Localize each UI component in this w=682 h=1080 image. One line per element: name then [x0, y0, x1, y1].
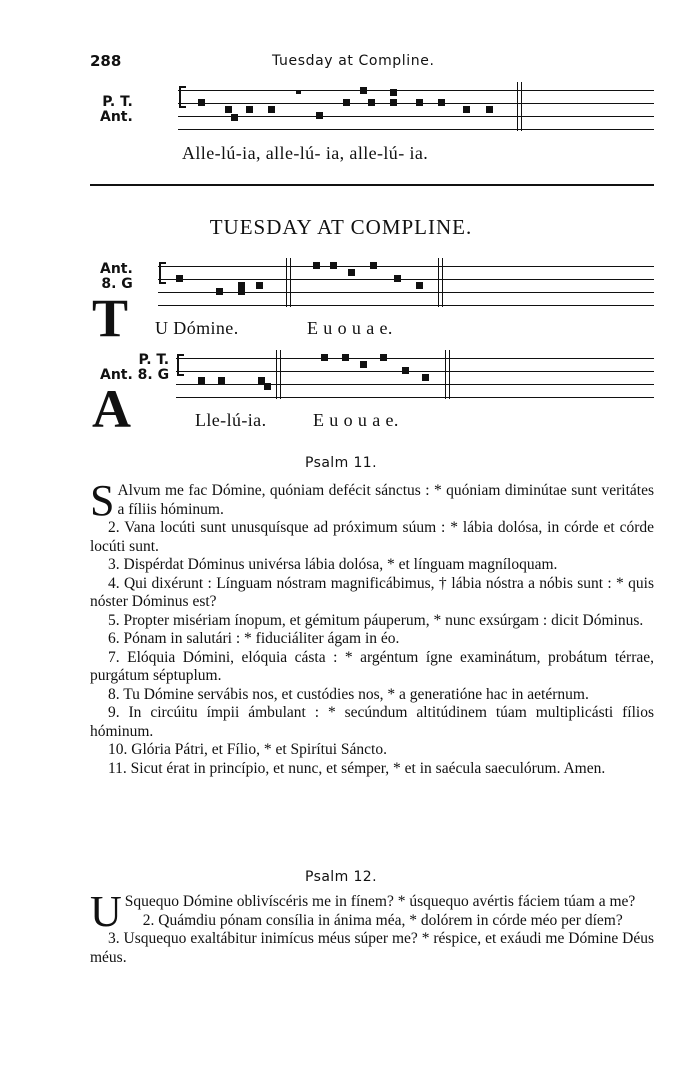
page-number: 288	[90, 52, 122, 70]
psalm-11-title: Psalm 11.	[305, 455, 377, 471]
psalm-11-initial: S	[90, 476, 115, 525]
music-staff-antiphon	[158, 258, 654, 308]
pt8-label-line1: P. T.	[138, 352, 170, 368]
drop-cap-t: T	[92, 288, 129, 348]
antiphon-label-line2: 8. G	[101, 276, 133, 292]
psalm-12-initial: U	[90, 887, 122, 936]
psalm-11-verse: 2. Vana locúti sunt unusquísque ad próximum súum : * lábia dolósa, in córde et córde locúti sunt.	[90, 519, 654, 555]
psalm-11-verse: 5. Propter misériam ínopum, et gémitum páuperum, * nunc exsúrgam : dicit Dóminus.	[108, 611, 644, 629]
psalm-12-verse: 2. Quámdiu pónam consília in ánima méa, * dolórem in córde méo per díem?	[142, 911, 623, 929]
c-clef-icon	[177, 354, 184, 376]
section-divider	[90, 184, 654, 186]
running-title: Tuesday at Compline.	[272, 53, 435, 69]
psalm-12-text	[90, 887, 654, 967]
section-title: TUESDAY AT COMPLINE.	[209, 215, 473, 239]
music-staff-pt-antiphon	[178, 82, 654, 132]
psalm-12-verse: 3. Usquequo exaltábitur inimícus méus súper me? * réspice, et exáudi me Dómine Déus méus.	[90, 930, 654, 966]
c-clef-icon	[179, 86, 186, 108]
psalm-11-verse: 4. Qui dixérunt : Línguam nóstram magnificábimus, † lábia nóstra a nóbis sunt : * quis nóster Dóminus est?	[90, 574, 654, 610]
pt-antiphon8-euouae: E u o u a e.	[313, 410, 399, 430]
antiphon-label-line1: Ant.	[100, 261, 133, 277]
psalm-11-verse: 8. Tu Dómine servábis nos, et custódies nos, * a generatióne hac in aetérnum.	[108, 685, 589, 703]
antiphon-euouae: E u o u a e.	[307, 318, 393, 338]
verse-text: Squequo Dómine oblivíscéris me in fínem? * úsquequo avértis fáciem túam a me?	[124, 893, 636, 910]
pt-antiphon-lyrics: Alle-lú-ia, alle-lú- ia, alle-lú- ia.	[182, 143, 429, 163]
psalm-11-verse: 9. In circúitu ímpii ámbulant : * secúndum altitúdinem túam multiplicásti fílios hóminum.	[90, 704, 654, 740]
psalm-12-title: Psalm 12.	[305, 869, 377, 885]
running-header	[0, 52, 682, 72]
drop-cap-a: A	[92, 379, 131, 439]
music-staff-pt-antiphon8	[176, 350, 654, 400]
psalm-11-verse-1	[90, 476, 654, 525]
antiphon-lyrics: U Dómine.	[155, 318, 239, 338]
pt-antiphon8-lyrics: Lle-lú-ia.	[195, 410, 267, 430]
c-clef-icon	[159, 262, 166, 284]
pt-antiphon-label	[100, 95, 133, 125]
pt-label-line2: Ant.	[100, 109, 133, 125]
psalm-11-verse: 6. Pónam in salutári : * fiduciáliter ágam in éo.	[108, 630, 400, 647]
verse-text: Alvum me fac Dómine, quóniam defécit sánctus : * quóniam diminútae sunt veritátes a fíliis hóminum.	[117, 482, 654, 518]
psalm-11-verse: 3. Dispérdat Dóminus univérsa lábia dolósa, * et línguam magníloquam.	[108, 556, 558, 573]
psalm-11-verse: 11. Sicut érat in princípio, et nunc, et sémper, * et in saécula saeculórum. Amen.	[108, 759, 606, 777]
pt-label-line1: P. T.	[102, 94, 133, 110]
psalm-11-text	[90, 476, 654, 778]
pt8-label-line2: Ant. 8. G	[100, 367, 170, 383]
psalm-11-verse: 10. Glória Pátri, et Fílio, * et Spirítui Sáncto.	[108, 741, 387, 758]
psalm-11-verse: 7. Elóquia Dómini, elóquia cásta : * argéntum ígne examinátum, probátum térrae, purgátum séptuplum.	[90, 648, 654, 684]
